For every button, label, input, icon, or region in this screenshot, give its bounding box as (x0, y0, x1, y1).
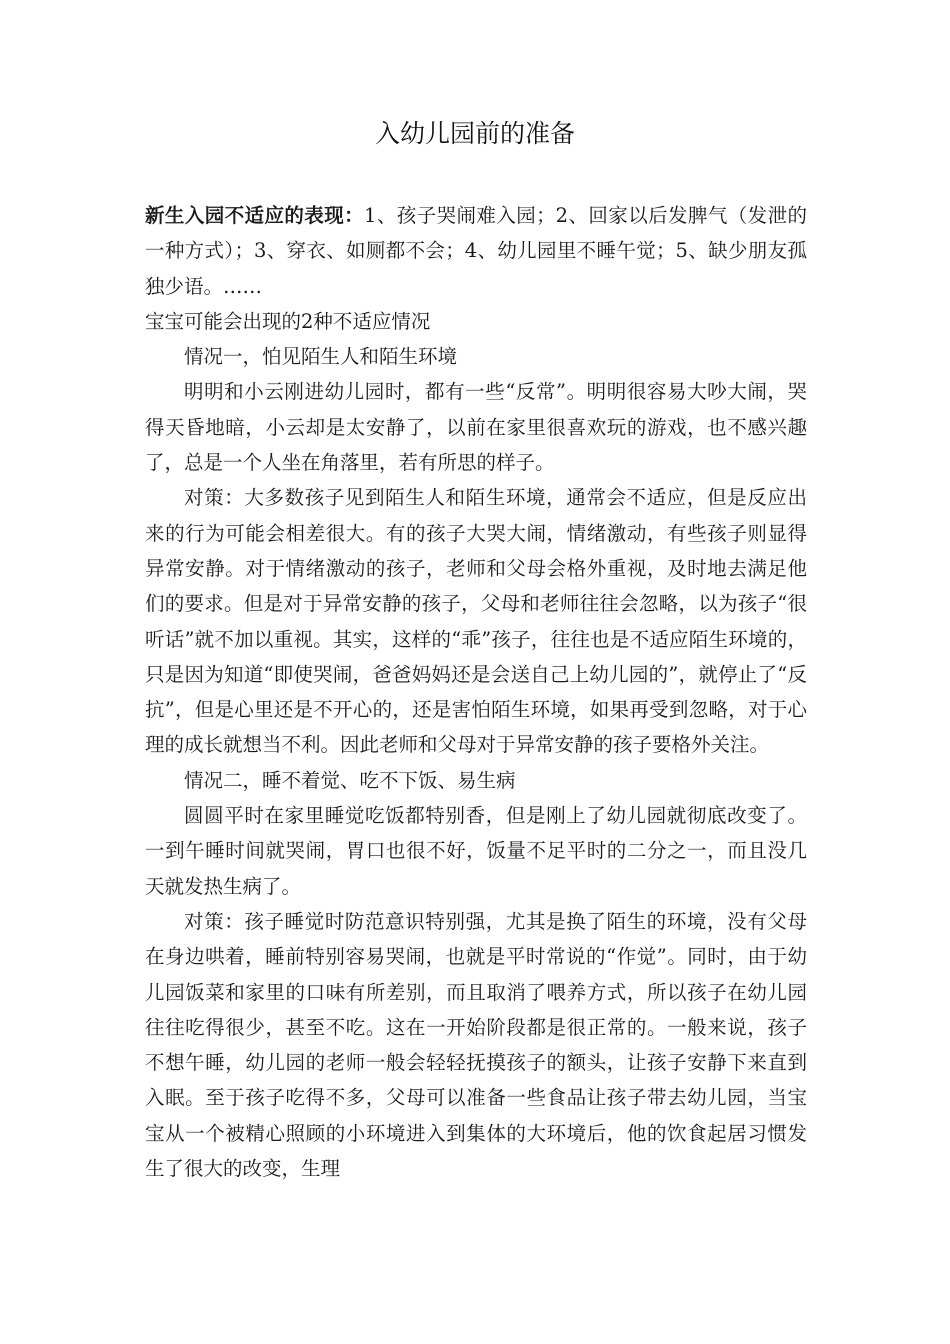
case2-heading: 情况二，睡不着觉、吃不下饭、易生病 (184, 768, 516, 792)
intro-label: 新生入园不适应的表现： (145, 204, 365, 227)
case2-advice-paragraph: 对策：孩子睡觉时防范意识特别强，尤其是换了陌生的环境，没有父母在身边哄着，睡前特别容易哭闹，也就是平时常说的“作觉”。同时，由于幼儿园饭菜和家里的口味有所差别，而且取消了喂养方式，所以孩子在幼儿园往往吃得很少，甚至不吃。这在一开始阶段都是很正常的。一般来说，孩子不想午睡，幼儿园的老师一般会轻轻抚摸孩子的额头，让孩子安静下来直到入眠。至于孩子吃得不多，父母可以准备一些食品让孩子带去幼儿园，当宝宝从一个被精心照顾的小环境进入到集体的大环境后，他的饮食起居习惯发生了很大的改变，生理 (145, 909, 807, 1181)
document-body (145, 198, 807, 1186)
case1-heading: 情况一，怕见陌生人和陌生环境 (184, 345, 458, 369)
intro-text: 1、孩子哭闹难入园；2、回家以后发脾气（发泄的一种方式）；3、穿衣、如厕都不会；4、幼儿园里不睡午觉；5、缺少朋友孤独少语。…… (145, 204, 807, 298)
section-heading: 宝宝可能会出现的2种不适应情况 (145, 309, 431, 333)
case1-story-paragraph: 明明和小云刚进幼儿园时，都有一些“反常”。明明很容易大吵大闹，哭得天昏地暗，小云却是太安静了，以前在家里很喜欢玩的游戏，也不感兴趣了，总是一个人坐在角落里，若有所思的样子。 (145, 380, 807, 475)
case2-story-paragraph: 圆圆平时在家里睡觉吃饭都特别香，但是刚上了幼儿园就彻底改变了。一到午睡时间就哭闹，胃口也很不好，饭量不足平时的二分之一，而且没几天就发热生病了。 (145, 804, 807, 898)
page-title: 入幼儿园前的准备 (374, 119, 575, 148)
case1-advice-paragraph: 对策：大多数孩子见到陌生人和陌生环境，通常会不适应，但是反应出来的行为可能会相差很大。有的孩子大哭大闹，情绪激动，有些孩子则显得异常安静。对于情绪激动的孩子，老师和父母会格外重视，及时地去满足他们的要求。但是对于异常安静的孩子，父母和老师往往会忽略，以为孩子“很听话”就不加以重视。其实，这样的“乖”孩子，往往也是不适应陌生环境的，只是因为知道“即使哭闹，爸爸妈妈还是会送自己上幼儿园的”，就停止了“反抗”，但是心里还是不开心的，还是害怕陌生环境，如果再受到忽略，对于心理的成长就想当不利。因此老师和父母对于异常安静的孩子要格外关注。 (145, 486, 807, 757)
intro-paragraph (145, 198, 807, 304)
